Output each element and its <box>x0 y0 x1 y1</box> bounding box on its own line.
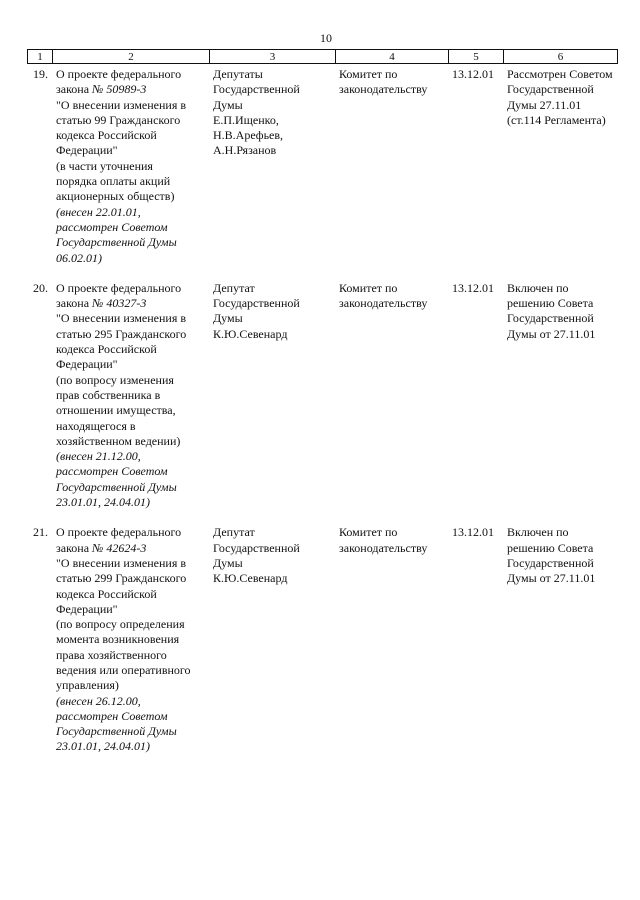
responsible-committee <box>335 281 448 510</box>
status-line: Государственной <box>507 311 594 326</box>
author-line: Думы <box>213 311 243 326</box>
column-header-5: 5 <box>449 50 504 64</box>
status-line: Включен по <box>507 280 569 295</box>
bill-body-line: кодекса Российской <box>56 342 157 357</box>
bill-note-line: 23.01.01, 24.04.01) <box>56 495 150 510</box>
committee-line: законодательству <box>339 296 428 311</box>
bill-title-line: О проекте федерального <box>56 280 182 295</box>
status-line: Думы от 27.11.01 <box>507 571 596 586</box>
page-number: 10 <box>320 31 332 45</box>
review-status <box>503 525 617 754</box>
bill-note-line: рассмотрен Советом <box>56 219 168 234</box>
bill-number-line: закона № 50989-3 <box>56 82 147 97</box>
author-line: Н.В.Арефьев, <box>213 128 284 143</box>
bill-body-line: "О внесении изменения в <box>56 555 187 570</box>
column-header-2: 2 <box>53 50 210 64</box>
author-line: Е.П.Ищенко, <box>213 112 279 127</box>
table-row <box>27 525 617 754</box>
review-date: 13.12.01 <box>452 525 494 540</box>
responsible-committee <box>335 525 448 754</box>
status-line: Думы от 27.11.01 <box>507 326 596 341</box>
status-line: (ст.114 Регламента) <box>507 112 606 127</box>
author-line: Депутаты <box>213 67 263 81</box>
bill-body-line: Федерации" <box>56 143 118 158</box>
bill-description <box>52 281 209 510</box>
status-line: Государственной <box>507 82 594 97</box>
bill-body-line: "О внесении изменения в <box>56 311 187 326</box>
bill-authors <box>209 67 335 266</box>
row-number: 21. <box>33 525 48 540</box>
bill-note-line: 23.01.01, 24.04.01) <box>56 739 150 754</box>
bill-body-line: отношении имущества, <box>56 403 176 418</box>
column-header-table <box>27 49 618 64</box>
row-number: 19. <box>33 67 48 81</box>
committee-line: Комитет по <box>339 525 398 540</box>
column-header-3: 3 <box>210 50 336 64</box>
bill-body-line: порядка оплаты акций <box>56 174 171 189</box>
author-line: Государственной <box>213 540 300 555</box>
bill-body-line: (по вопросу определения <box>56 617 185 632</box>
review-date: 13.12.01 <box>452 67 494 81</box>
bill-number: № 42624-3 <box>92 540 147 555</box>
status-line: решению Совета <box>507 540 594 555</box>
bill-body-line: кодекса Российской <box>56 128 157 143</box>
table-row <box>27 67 617 266</box>
bill-authors <box>209 525 335 754</box>
author-line: Государственной <box>213 82 300 97</box>
bill-body-line: момента возникновения <box>56 632 180 647</box>
bill-body-line: Федерации" <box>56 357 118 372</box>
author-line: К.Ю.Севенард <box>213 326 288 341</box>
bill-body-line: статью 295 Гражданского <box>56 326 187 341</box>
review-status <box>503 67 617 266</box>
bill-body-line: статью 299 Гражданского <box>56 571 187 586</box>
bill-description <box>52 67 209 266</box>
status-line: Включен по <box>507 525 569 540</box>
bill-note-line: Государственной Думы <box>56 724 177 739</box>
bill-body-line: (в части уточнения <box>56 158 153 173</box>
bill-description <box>52 525 209 754</box>
status-line: Государственной <box>507 555 594 570</box>
column-header-1: 1 <box>28 50 53 64</box>
bill-body-line: кодекса Российской <box>56 586 157 601</box>
row-number: 20. <box>33 280 48 295</box>
bill-note-line: Государственной Думы <box>56 235 177 250</box>
table-body <box>27 67 617 755</box>
author-line: Думы <box>213 555 243 570</box>
column-header-4: 4 <box>336 50 449 64</box>
review-status <box>503 281 617 510</box>
table-row <box>27 281 617 510</box>
bill-body-line: находящегося в <box>56 418 136 433</box>
bill-note-line: Государственной Думы <box>56 479 177 494</box>
bill-title-line: О проекте федерального <box>56 67 182 81</box>
column-header-6: 6 <box>504 50 618 64</box>
review-date: 13.12.01 <box>452 280 494 295</box>
responsible-committee <box>335 67 448 266</box>
author-line: К.Ю.Севенард <box>213 571 288 586</box>
status-line: Рассмотрен Советом <box>507 67 613 81</box>
bill-body-line: акционерных обществ) <box>56 189 175 204</box>
bill-number: № 40327-3 <box>92 296 147 311</box>
author-line: Депутат <box>213 525 255 540</box>
status-line: решению Совета <box>507 296 594 311</box>
bill-body-line: Федерации" <box>56 601 118 616</box>
column-header-row <box>28 50 618 64</box>
committee-line: законодательству <box>339 540 428 555</box>
author-line: А.Н.Рязанов <box>213 143 277 158</box>
bill-number-line: закона № 40327-3 <box>56 296 147 311</box>
bill-number: № 50989-3 <box>92 82 147 97</box>
bill-body-line: "О внесении изменения в <box>56 97 187 112</box>
bill-number-line: закона № 42624-3 <box>56 540 147 555</box>
author-line: Депутат <box>213 280 255 295</box>
bill-note-line: (внесен 26.12.00, <box>56 693 141 708</box>
bill-body-line: управления) <box>56 678 119 693</box>
bill-body-line: статью 99 Гражданского <box>56 112 181 127</box>
bill-body-line: права хозяйственного <box>56 647 167 662</box>
bill-note-line: рассмотрен Советом <box>56 464 168 479</box>
committee-line: Комитет по <box>339 67 398 81</box>
bill-title-line: О проекте федерального <box>56 525 182 540</box>
bill-note-line: (внесен 22.01.01, <box>56 204 141 219</box>
bill-body-line: прав собственника в <box>56 387 161 402</box>
bill-body-line: (по вопросу изменения <box>56 372 174 387</box>
bill-authors <box>209 281 335 510</box>
bill-note-line: 06.02.01) <box>56 250 102 265</box>
bill-body-line: ведения или оперативного <box>56 662 191 677</box>
author-line: Думы <box>213 97 243 112</box>
committee-line: законодательству <box>339 82 428 97</box>
committee-line: Комитет по <box>339 280 398 295</box>
bill-note-line: рассмотрен Советом <box>56 708 168 723</box>
author-line: Государственной <box>213 296 300 311</box>
bill-note-line: (внесен 21.12.00, <box>56 449 141 464</box>
bill-body-line: хозяйственном ведении) <box>56 433 181 448</box>
status-line: Думы 27.11.01 <box>507 97 582 112</box>
